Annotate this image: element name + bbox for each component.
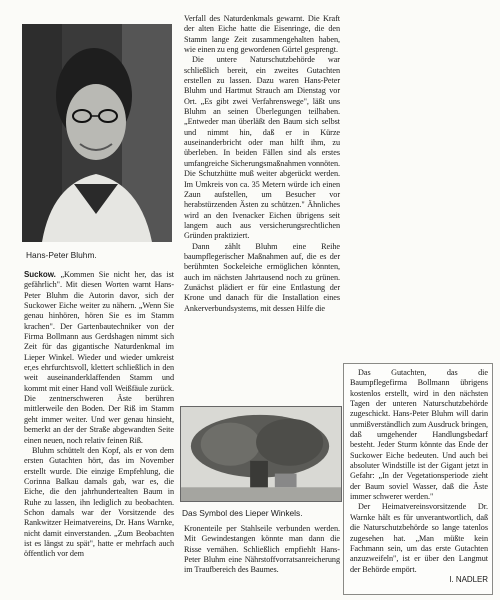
right-article-text (350, 368, 488, 585)
portrait-photo (22, 24, 172, 242)
right-paragraph-2: Der Heimatvereinsvorsitzende Dr. Warnke hält es für unverantwortlich, daß die Naturschutzbehörde so lange tatenlos zugesehen hat. „Man müßte kein Fachmann sein, um das erste Gutachten anzuzweifeln", ist er über den Langmut der Behörde empört. (350, 502, 488, 574)
left-paragraph-2: Bluhm schüttelt den Kopf, als er von dem ersten Gutachten hört, das im November erstellt wurde. Die einzige Empfehlung, die Corinna Balkau damals gab, war es, die Eiche, die den jahrhundertealten Baum in Ruhe zu lassen, ihn lediglich zu beobachten. Schon damals war der Vorsitzende des Rankwitzer Heimatvereins, Dr. Hans Warnke, nicht damit einverstanden. „Zum Beobachten ist es längst zu spät", hatte er mehrfach auch öffentlich vor dem (24, 445, 174, 559)
middle-paragraph-4: Kronenteile per Stahlseile verbunden werden. Mit Gewindestangen könnte man dann die Risse vernähen. Schließlich empfiehlt Hans-Peter Bluhm eine Nährstoffvorratsanreicherung im Traufbereich des Baumes. (184, 524, 340, 575)
left-article-text (24, 270, 174, 560)
left-paragraph-1: „Kommen Sie nicht her, das ist gefährlich". Mit diesen Worten warnt Hans-Peter Bluhm die Autorin davor, sich der Suckower Eiche weiter zu nähern. „Wenn Sie genau hinhören, hören Sie es im Stamm krachen". Der Gartenbautechniker von der Firma Bollmann aus Gerdshagen nimmt sich Zeit für das gigantische Naturdenkmal im Lieper Winkel. Wieder und wieder umkreist er,es ehrfurchtsvoll, klettert schließlich in den weit auseinanderklaffenden Stamm und kommt mit einer Hand voll Weißfäule zurück. Die zentnerschweren Äste berühren mittlerweile den Boden. Der Riß im Stamm geht immer weiter. Und wer genau hinsieht, bemerkt an der der Straße abgewandten Seite einen neuen, noch relativ feinen Riß. (24, 270, 175, 445)
oak-tree-image (181, 407, 341, 501)
middle-paragraph-2: Die untere Naturschutzbehörde war schließlich bereit, ein zweites Gutachten erstellen zu lassen. Dazu waren Hans-Peter Bluhm und Hartmut Strauch am Dienstag vor Ort. „Es gibt zwei Verfahrenswege", läßt uns Bluhm an seinen Überlegungen teilhaben. „Entweder man überläßt den Baum sich selbst und nimmt hin, daß er in Kürze auseinanderbricht oder man hilft ihm, zu überleben. In beiden Fällen sind als erstes umfangreiche Sicherungsmaßnahmen vonnöten. Die Schutzhütte muß weiter abgerückt werden. Im Umkreis von ca. 35 Metern würde ich einen Zaun aufstellen, um Besucher vor herabstürzenden Ästen zu schützen." Ähnliches wird an den Ivenacker Eichen übrigens seit langem auch aus versicherungsrechtlichen Gründen praktiziert. (184, 55, 340, 241)
right-clipping (343, 363, 493, 595)
left-column (22, 14, 178, 594)
right-paragraph-1: Das Gutachten, das die Baumpflegefirma Bollmann übrigens kostenlos erstellt, wird in den nächsten Tagen der unteren Naturschutzbehörde zugeschickt. Hans-Peter Bluhm will darin unmißverständlich zum Ausdruck bringen, daß umgehender Handlungsbedarf besteht. Jeder Sturm könnte das Ende der Suckower Eiche bedeuten. Und auch bei absoluter Windstille ist der Gigant jetzt in Gefahr: „In der Vegetationsperiode zieht der Baum soviel Wasser, daß die Äste immer schwerer werden." (350, 368, 488, 502)
author-byline: I. NADLER (449, 574, 488, 584)
portrait-image (22, 24, 172, 242)
middle-column (180, 14, 342, 594)
portrait-caption: Hans-Peter Bluhm. (26, 250, 97, 260)
middle-paragraph-3: Dann zählt Bluhm eine Reihe baumpflegerischer Maßnahmen auf, die es der berühmten Sockeleiche ermöglichen könnten, auch im nächsten Jahrtausend noch zu grünen. Zunächst plädiert er für eine Entlastung der Krone und danach für die Installation eines Ankerverbundsystems, mit dessen Hilfe die (184, 241, 340, 313)
middle-article-text (184, 14, 340, 314)
dateline: Suckow. (24, 270, 56, 279)
middle-paragraph-1: Verfall des Naturdenkmals gewarnt. Die Kraft der alten Eiche hatte die Eisenringe, die den Stamm lange Zeit zusammengehalten haben, wie einen zu eng gewordenen Gürtel gesprengt. (184, 14, 340, 55)
tree-photo (180, 406, 342, 502)
tree-caption: Das Symbol des Lieper Winkels. (182, 508, 303, 518)
middle-bottom-text (184, 524, 340, 576)
